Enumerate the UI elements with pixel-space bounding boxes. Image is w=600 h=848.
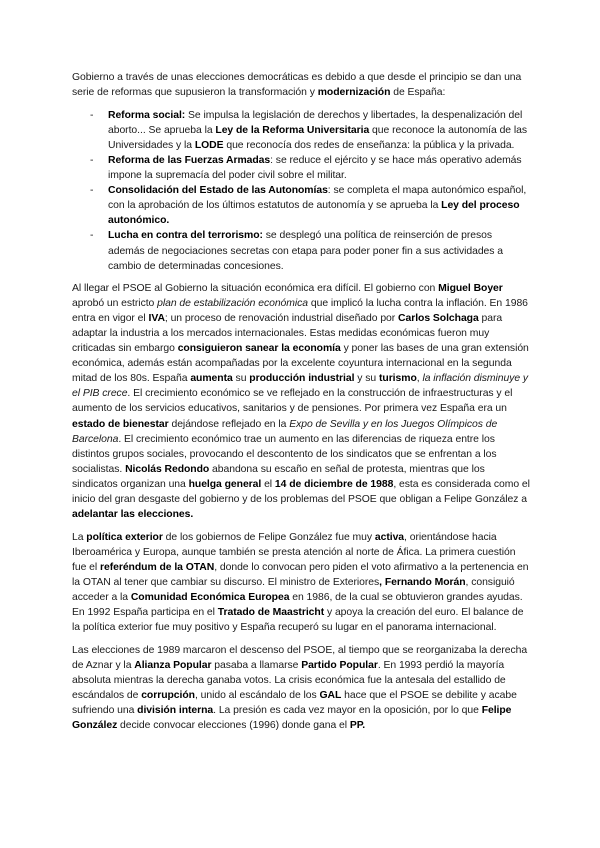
foreign-bold: activa (374, 531, 405, 543)
list-item-autonomies (72, 183, 530, 228)
item-bold: Ley de la Reforma Universitaria (215, 124, 370, 136)
foreign-policy-paragraph (72, 530, 530, 636)
elections-text: . La presión es cada vez mayor en la oposición, por lo que (213, 705, 482, 717)
economy-text: aprobó un estricto (72, 297, 158, 309)
economy-bold: turismo (378, 373, 417, 385)
item-text: que reconoce la autonomía de las Universidades y la (108, 124, 528, 151)
item-text: Se impulsa la legislación de derechos y libertades, la despenalización del aborto... Se aprueba la (108, 109, 523, 136)
bullet-dash: - (90, 185, 94, 197)
economy-text: su (232, 373, 250, 385)
economy-bold: Nicolás Redondo (125, 463, 210, 475)
economy-text: ; un proceso de renovación industrial diseñado por (164, 312, 399, 324)
economy-text: dejándose reflejado en la (168, 418, 290, 430)
foreign-bold: Comunidad Económica Europea (130, 592, 290, 604)
economy-bold: 14 de diciembre de 1988 (274, 478, 394, 490)
elections-bold: Alianza Popular (134, 659, 212, 671)
economy-text: y poner las bases de una gran extensión económica, además están acompañadas por la excelente coyuntura internacional en la segunda mitad de los 80s. España (72, 343, 529, 385)
item-term: Reforma de las Fuerzas Armadas (108, 154, 271, 166)
foreign-text: en 1986, de la cual se obtuvieron grandes ayudas. En 1992 España participa en el (72, 592, 523, 619)
foreign-text: , consiguió acceder a la (72, 577, 515, 604)
economy-text: , esta es considerada como el inicio del gran desgaste del gobierno y de los problemas del PSOE que obligan a Felipe González a (72, 478, 530, 506)
intro-paragraph (72, 70, 530, 100)
bullet-dash: - (90, 109, 94, 121)
economy-text: abandona su escaño en señal de protesta, mientras que los sindicatos organizan una (72, 463, 485, 490)
elections-text: pasaba a llamarse (211, 659, 302, 671)
elections-text: . En 1993 perdió la mayoría absoluta mientras la derecha ganaba votos. La crisis económica fue la antesala del estallido de escándalos de (72, 659, 506, 702)
item-text: : se reduce el ejército y se hace más operativo además impone la supremacía del poder civil sobre el militar. (108, 154, 522, 182)
elections-text: decide convocar elecciones (1996) donde gana el (117, 720, 350, 732)
elections-bold: Partido Popular (301, 659, 378, 671)
economy-bold: Miguel Boyer (438, 282, 503, 294)
economy-bold: estado de bienestar (72, 418, 169, 430)
elections-text: Las elecciones de 1989 marcaron el descenso del PSOE, al tiempo que se reorganizaba la derecha de Aznar y la (72, 644, 528, 671)
item-term: Reforma social: (108, 109, 186, 121)
document-page (72, 70, 530, 741)
economy-text: el (261, 478, 275, 490)
economy-bold: Carlos Solchaga (398, 312, 479, 324)
economy-text: que implicó la lucha contra la inflación. En 1986 entra en vigor el (72, 297, 528, 324)
item-bold: LODE (194, 139, 224, 151)
economy-italic: Expo de Sevilla y en los Juegos Olímpicos de Barcelona (72, 418, 498, 445)
elections-bold: Felipe González (72, 705, 512, 732)
item-term: Lucha en contra del terrorismo: (108, 230, 263, 242)
economy-bold: aumenta (190, 373, 233, 385)
list-item-social-reform (72, 108, 530, 153)
bullet-dash: - (90, 230, 94, 242)
elections-bold: GAL (319, 690, 342, 702)
foreign-bold: , Fernando Morán (379, 577, 466, 588)
elections-paragraph (72, 643, 530, 734)
intro-text: Gobierno a través de unas elecciones democráticas es debido a que desde el principio se dan una serie de reformas que supusieron la transformación y (72, 72, 522, 99)
foreign-text: La (72, 531, 87, 543)
foreign-bold: referéndum de la OTAN (99, 561, 215, 573)
foreign-text: y apoya la creación del euro. El balance de la política exterior fue muy positivo y España recuperó su lugar en el panorama internacional. (72, 607, 524, 634)
economy-bold: producción industrial (249, 373, 355, 385)
economy-text: para adaptar la industria a los mercados internacionales. Estas medidas económicas fueron muy criticadas sin embargo (72, 312, 503, 355)
foreign-text: de los gobiernos de Felipe González fue muy (162, 531, 375, 543)
item-term: Consolidación del Estado de las Autonomías (108, 185, 328, 197)
item-text: que reconocía dos redes de enseñanza: la pública y la privada. (223, 139, 515, 151)
elections-bold: corrupción (141, 690, 195, 702)
economy-text: Al llegar el PSOE al Gobierno la situación económica era difícil. El gobierno con (72, 282, 439, 294)
economy-bold: adelantar las elecciones. (72, 509, 194, 521)
economy-text: . El crecimiento económico se ve reflejado en la construcción de infraestructuras y el aumento de los servicios educativos, sanitarios y de pensiones. Por primera vez España era un (72, 388, 513, 415)
economy-italic: la inflación disminuye y el PIB crece (72, 373, 529, 400)
elections-bold: PP. (349, 720, 366, 732)
foreign-text: , orientándose hacia Iberoamérica y Europa, aunque también se presta atención al norte de Áfica. La primera cuestión fue el (72, 531, 516, 573)
item-bold: Ley del proceso autonómico. (108, 200, 520, 227)
bullet-dash: - (90, 154, 94, 166)
economy-italic: plan de estabilización económica (157, 297, 309, 309)
economy-bold: huelga general (188, 478, 262, 490)
intro-text: de España: (390, 87, 446, 99)
foreign-bold: Tratado de Maastricht (217, 607, 325, 619)
item-text: : se completa el mapa autonómico español, con la aprobación de los últimos estatutos de autonomía y se aprueba la (108, 185, 527, 212)
elections-text: hace que el PSOE se debilite y acabe sufriendo una (72, 690, 517, 717)
list-item-armed-forces (72, 153, 530, 183)
item-text: se desplegó una política de reinserción de presos además de negociaciones secretas con etapa para poder poner fin a sus actividades a cambio de determinadas concesiones. (108, 230, 503, 272)
elections-text: , unido al escándalo de los (194, 690, 320, 702)
economy-bold: IVA (148, 312, 165, 324)
intro-bold: modernización (317, 87, 391, 99)
economy-text: y su (354, 373, 379, 385)
foreign-bold: política exterior (86, 531, 163, 543)
list-item-terrorism (72, 228, 530, 273)
economy-text: , (416, 373, 423, 385)
economy-text: . El crecimiento económico trae un aumento en las diferencias de riqueza entre los distintos grupos sociales, provocando el descontento de los sindicatos que se enfrentan a los socialistas. (72, 433, 497, 475)
economy-paragraph (72, 281, 530, 523)
economy-bold: consiguieron sanear la economía (177, 343, 341, 355)
foreign-text: , donde lo convocan pero piden el voto afirmativo a la pertenencia en la OTAN al tener que cambiar su discurso. El ministro de Exteriores (72, 561, 529, 588)
reforms-list (72, 108, 530, 274)
elections-bold: división interna (137, 705, 214, 717)
